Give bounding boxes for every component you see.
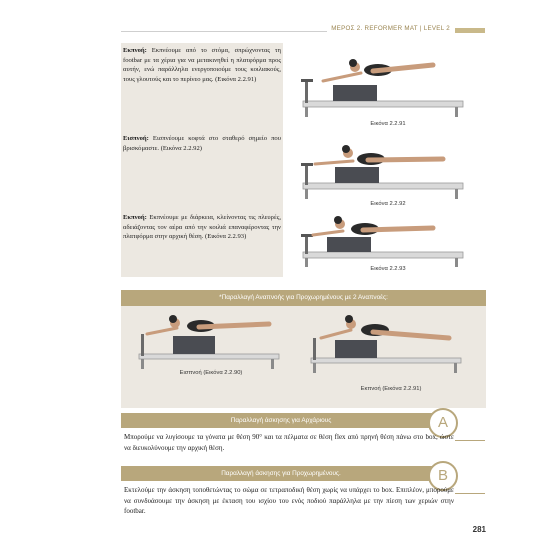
- figure-caption-1: Εικόνα 2.2.91: [370, 121, 406, 127]
- step-body-3: Εκπνέουμε με διάρκεια, κλείνοντας τις πλευρές, αδειάζοντας τον αέρα από την κοιλιά επαναφέροντας την πλατφόρμα στην αρχική θέση. (Εικόνα 2.2.93): [123, 214, 281, 241]
- figure-caption-2: Εικόνα 2.2.92: [370, 201, 406, 207]
- badge-b-underline: [455, 493, 485, 494]
- exercise-figure-2-2-93: [283, 210, 486, 277]
- running-header: ΜΕΡΟΣ 2. REFORMER MAT | LEVEL 2: [331, 25, 450, 32]
- exercise-figure-2-2-91: [283, 43, 486, 131]
- reformer-illustration: [283, 131, 486, 210]
- step-text-3: [123, 213, 281, 242]
- step-row-1: [121, 43, 486, 131]
- step-lead-2: Εισπνοή:: [123, 135, 149, 142]
- header-rule: [121, 31, 327, 32]
- beginner-variant-text: Μπορούμε να λυγίσουμε τα γόνατα με θέση 90° και τα πέλματα σε θέση flex από πρηνή θέση πάνω στο box, ώστε να διευκολύνουμε την αρχική θέση.: [124, 433, 454, 452]
- step-body-2: Εισπνέουμε κοφτά στο σταθερό σημείο που βρισκόμαστε. (Εικόνα 2.2.92): [123, 135, 281, 152]
- advanced-variant-header: Παραλλαγή άσκησης για Προχωρημένους.: [121, 466, 441, 481]
- step-text-2: [123, 134, 281, 153]
- variant-caption-inhale: Εισπνοή (Εικόνα 2.2.90): [179, 370, 243, 376]
- breathing-variant-block: [121, 290, 486, 408]
- advanced-variant-text: Εκτελούμε την άσκηση τοποθετώντας το σώμα σε τετραποδική θέση χωρίς να υπάρχει το box. Επιπλέον, μπορούμε να συνδυάσουμε την άσκηση με έκταση του ισχίου του ενός ποδιού παράλληλα με την πίεση των χεριών στην footbar.: [124, 486, 454, 515]
- step-row-2: [121, 131, 486, 210]
- reformer-illustration-exhale: [299, 308, 479, 382]
- exercise-figure-2-2-92: [283, 131, 486, 210]
- header-accent-bar: [455, 28, 485, 33]
- step-row-3: [121, 210, 486, 277]
- page-number: 281: [472, 525, 486, 534]
- step-body-1: Εκπνέουμε από το στόμα, σπρώχνοντας τη footbar με τα χέρια για να μετακινηθεί η πλατφόρμα προς αυτήν, ενώ παράλληλα ενεργοποιούμε τους κοιλιακούς, τους γλουτούς και το περίνεο μας. (Εικόνα 2.2.91): [123, 47, 281, 83]
- reformer-illustration: [283, 43, 486, 131]
- beginner-variant-header: Παραλλαγή άσκησης για Αρχάριους: [121, 413, 441, 428]
- figure-caption-3: Εικόνα 2.2.93: [370, 266, 406, 272]
- badge-b: B: [428, 461, 458, 491]
- step-lead-3: Εκπνοή:: [123, 214, 147, 221]
- step-lead-1: Εκπνοή:: [123, 47, 147, 54]
- badge-a: A: [428, 408, 458, 438]
- variant-caption-exhale: Εκπνοή (Εικόνα 2.2.91): [360, 386, 422, 392]
- variant-title: *Παραλλαγή Αναπνοής για Προχωρημένους με 2 Αναπνοές:: [121, 290, 486, 306]
- badge-a-underline: [455, 440, 485, 441]
- step-text-1: [123, 46, 281, 84]
